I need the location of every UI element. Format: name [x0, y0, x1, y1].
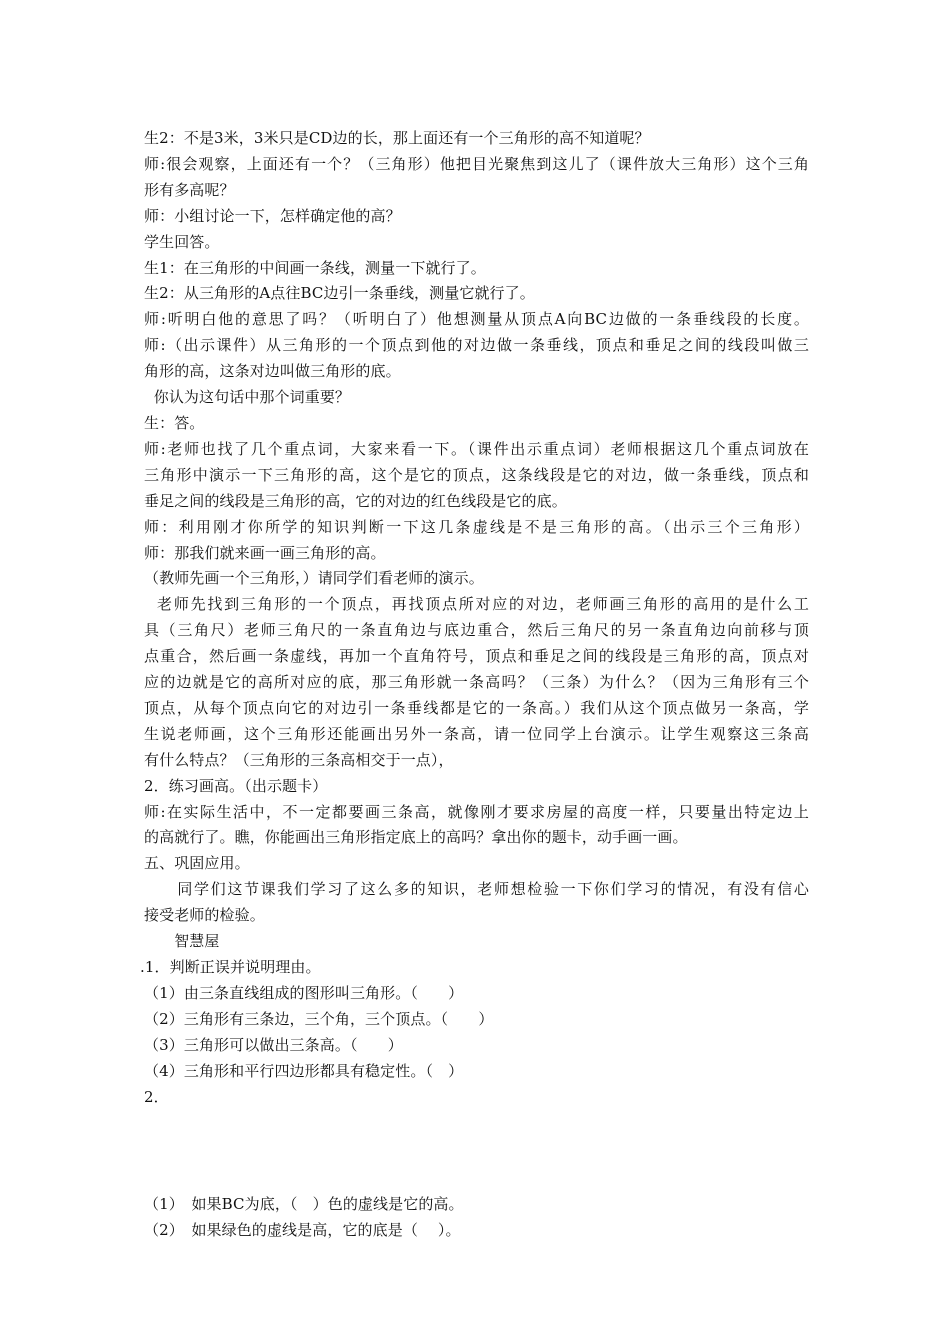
text-line: 生说老师画，这个三角形还能画出另外一条高，请一位同学上台演示。让学生观察这三条高	[144, 724, 809, 743]
text-line: 师:（出示课件）从三角形的一个顶点到他的对边做一条垂线，顶点和垂足之间的线段叫做三	[144, 336, 809, 355]
text-line: 形有多高呢？	[144, 180, 235, 199]
text-line: 接受老师的检验。	[144, 906, 265, 925]
text-line: 师:老师也找了几个重点词，大家来看一下。（课件出示重点词）老师根据这几个重点词放在	[144, 439, 809, 458]
text-line: 垂足之间的线段是三角形的高，它的对边的红色线段是它的底。	[144, 491, 567, 510]
text-line: 的高就行了。瞧，你能画出三角形指定底上的高吗？拿出你的题卡，动手画一画。	[144, 828, 688, 847]
text-line: 应的边就是它的高所对应的底，那三角形就一条高吗？（三条）为什么？（因为三角形有三个	[144, 673, 809, 692]
list-item: （1）由三条直线组成的图形叫三角形。（ ）	[144, 983, 464, 1002]
document-body	[140, 126, 809, 1244]
text-line: 师：那我们就来画一画三角形的高。	[144, 543, 386, 562]
text-line: 生2：不是3米，3米只是CD边的长，那上面还有一个三角形的高不知道呢？	[144, 129, 650, 147]
text-line: 生2：从三角形的A点往BC边引一条垂线，测量它就行了。	[144, 284, 535, 303]
text-line: 点重合，然后画一条虚线，再加一个直角符号，顶点和垂足之间的线段是三角形的高，顶点对	[144, 647, 809, 666]
list-item: （2） 如果绿色的虚线是高，它的底是（ ）。	[144, 1221, 461, 1240]
list-item: （4）三角形和平行四边形都具有稳定性。（ ）	[144, 1061, 464, 1080]
text-line: 师:在实际生活中，不一定都要画三条高，就像刚才要求房屋的高度一样，只要量出特定边上	[144, 802, 809, 821]
text-line: 有什么特点？（三角形的三条高相交于一点），	[144, 750, 454, 769]
text-line: 角形的高，这条对边叫做三角形的底。	[144, 362, 401, 381]
text-line: 学生回答。	[144, 232, 220, 251]
section-heading: 五、巩固应用。	[144, 854, 250, 873]
text-line: 生1：在三角形的中间画一条线，测量一下就行了。	[144, 258, 486, 277]
text-line: 同学们这节课我们学习了这么多的知识，老师想检验一下你们学习的情况，有没有信心	[144, 880, 809, 899]
text-line: 师：利用刚才你所学的知识判断一下这几条虚线是不是三角形的高。（出示三个三角形）	[144, 517, 809, 536]
text-line: 生：答。	[144, 413, 205, 432]
list-item: （2）三角形有三条边，三个角，三个顶点。（ ）	[144, 1009, 494, 1028]
list-item: （1） 如果BC为底，（ ）色的虚线是它的高。	[144, 1195, 464, 1214]
text-line: （教师先画一个三角形，）请同学们看老师的演示。	[144, 569, 484, 588]
list-item: （3）三角形可以做出三条高。（ ）	[144, 1035, 403, 1054]
blank-figure-area	[144, 1110, 809, 1192]
text-line: 三角形中演示一下三角形的高，这个是它的顶点，这条线段是它的对边，做一条垂线，顶点和	[144, 465, 809, 484]
text-line: 师:听明白他的意思了吗？（听明白了）他想测量从顶点A向BC边做的一条垂线段的长度。	[144, 310, 809, 329]
text-line: 师：小组讨论一下，怎样确定他的高？	[144, 206, 401, 225]
subheading: 智慧屋	[144, 932, 220, 951]
text-line: 顶点，从每个顶点向它的对边引一条垂线都是它的一条高。）我们从这个顶点做另一条高，学	[144, 698, 809, 717]
text-line: 师:很会观察，上面还有一个？（三角形）他把目光聚焦到这儿了（课件放大三角形）这个三角	[144, 154, 809, 173]
text-line: .1．判断正误并说明理由。	[140, 958, 321, 976]
text-line: 老师先找到三角形的一个顶点，再找顶点所对应的对边，老师画三角形的高用的是什么工	[144, 595, 809, 614]
text-line: 2．练习画高。（出示题卡）	[144, 776, 328, 795]
text-line: 2．	[144, 1087, 169, 1106]
text-line: 具（三角尺）老师三角尺的一条直角边与底边重合，然后三角尺的另一条直角边向前移与顶	[144, 621, 809, 640]
text-line: 你认为这句话中那个词重要？	[144, 388, 351, 407]
